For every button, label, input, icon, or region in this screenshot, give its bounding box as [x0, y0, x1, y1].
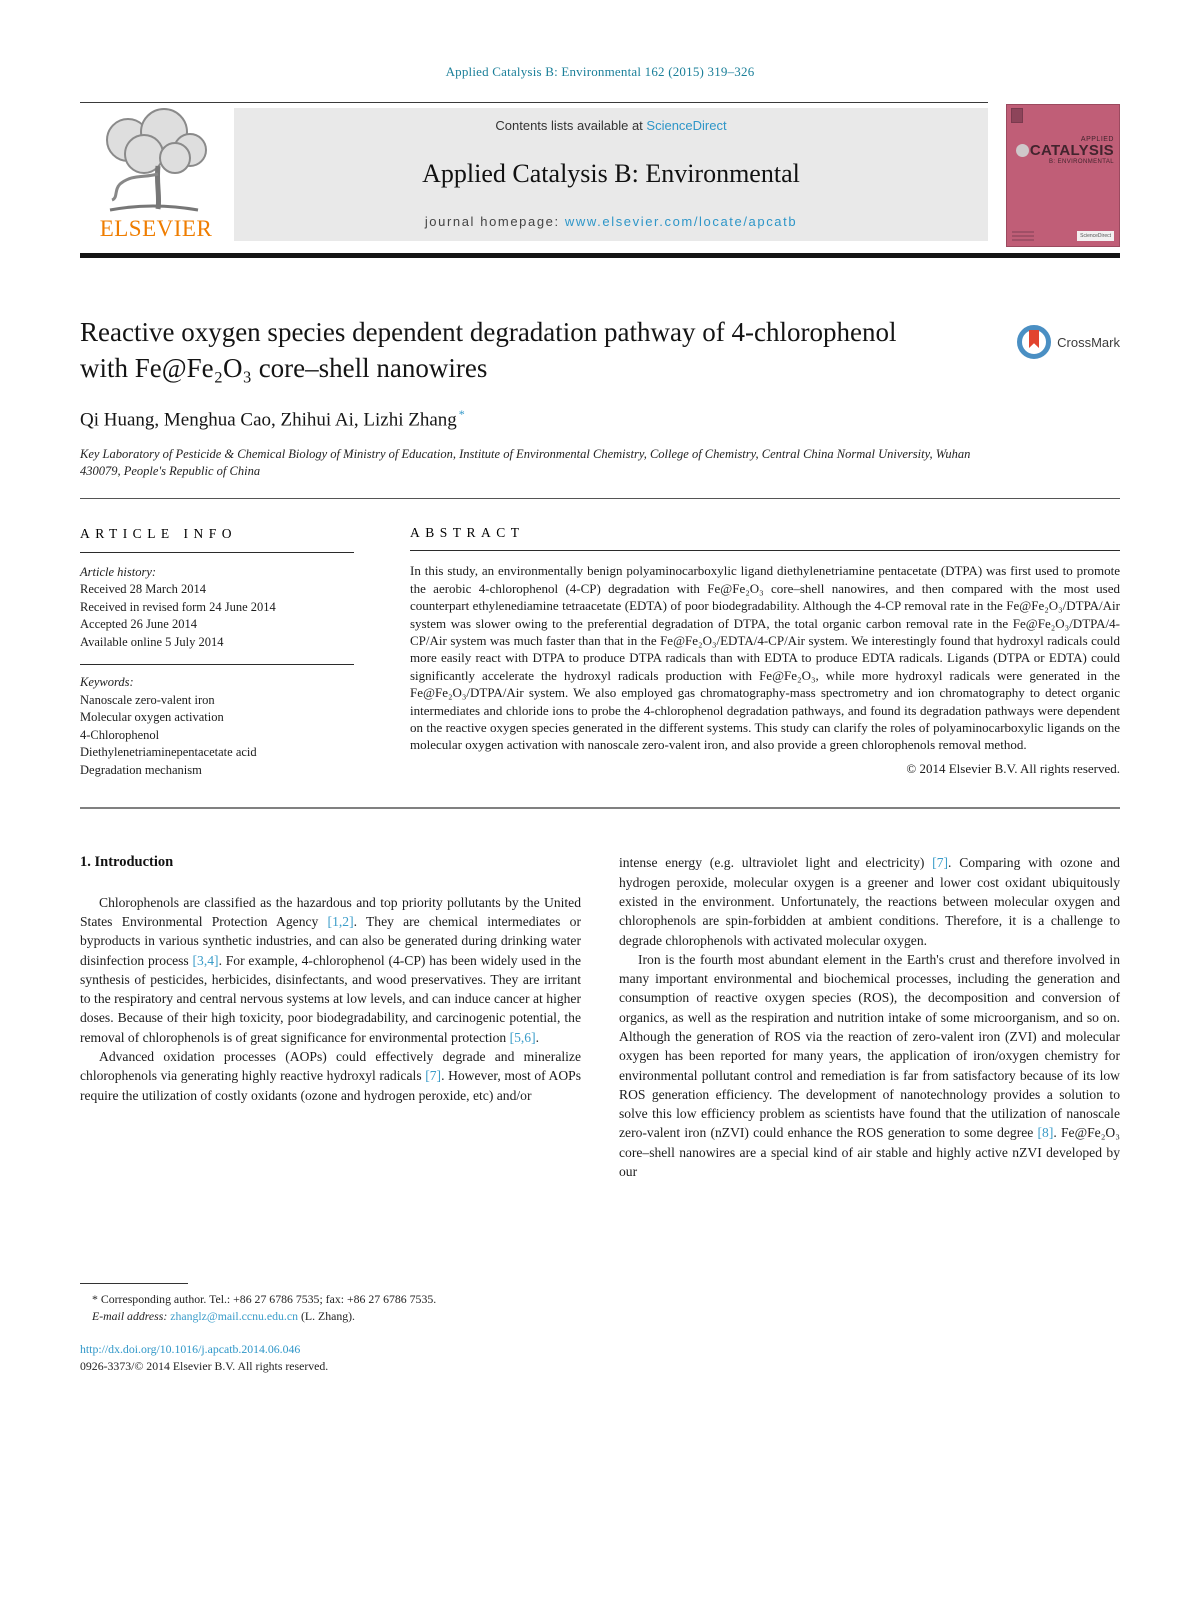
text-segment: . [535, 1029, 540, 1045]
cover-title [1012, 143, 1114, 159]
article-info-heading: ARTICLE INFO [80, 525, 354, 553]
abstract-column [410, 525, 1120, 779]
history-entry: Received in revised form 24 June 2014 [80, 599, 276, 614]
text-segment: Chlorophenols are classified as the hazardous and top priority pollutants by the United States Environmental Protection Agency [80, 894, 581, 929]
crossmark-icon [1016, 324, 1052, 360]
cover-mini-logo [1012, 109, 1022, 122]
footnote-block [80, 1283, 581, 1375]
keyword: Molecular oxygen activation [80, 710, 224, 725]
keywords-block [80, 664, 354, 779]
history-entry: Received 28 March 2014 [80, 582, 207, 597]
abstract-text: In this study, an environmentally benign polyaminocarboxylic ligand diethylenetriamine pentacetate (DTPA) was first used to promote the aerobic 4-chlorophenol (4-CP) degradation with Fe@Fe₂O₃ core–shell nanowires, and then compared with the most used counterpart ethylenediamine tetraacetate (EDTA) of poor biodegradability. Although the 4-CP removal rate in the Fe@Fe₂O₃/DTPA/Air system was slower owing to the preferential degradation of DTPA, the total organic carbon removal rate in the Fe@Fe₂O₃/DTPA/4-CP/Air system was much faster than that in the Fe@Fe₂O₃/EDTA/4-CP/Air system. We interestingly found that hydroxyl radicals could more easily react with DTPA to produce DTPA radicals than with EDTA to produce EDTA radicals. Ligands (DTPA or EDTA) could significantly accelerate the hydroxyl radicals production with Fe@Fe₂O₃, while more hydroxyl radicals were generated in the Fe@Fe₂O₃/DTPA/Air system. We also employed gas chromatography-mass spectrometry and ion chromatography to detect organic intermediates and chloride ions to probe the 4-chlorophenol degradation pathways, and found its degradation pathways were dependent on the reactive oxygen species generated in the different systems. This study can clarify the roles of polyaminocarboxylic ligands on the molecular oxygen activation with nanoscale zero-valent iron, and also provide a green chlorophenols removal method. [410, 563, 1120, 753]
footnote-rule [80, 1283, 188, 1284]
cover-title-text: CATALYSIS [1029, 142, 1114, 159]
header-top-rule [80, 102, 988, 103]
body-left-column [80, 853, 581, 1375]
history-entry: Available online 5 July 2014 [80, 634, 224, 649]
keyword: Diethylenetriaminepentacetate acid [80, 745, 257, 760]
history-entry: Accepted 26 June 2014 [80, 617, 197, 632]
journal-cover-thumbnail[interactable] [1006, 104, 1120, 247]
text-segment: . They are chemical intermediates or byproducts in various synthetic industries, and can also be generated during drinking water disinfection process [80, 913, 581, 968]
section-heading-introduction: 1. Introduction [80, 854, 174, 871]
cover-applied-label: APPLIED [1080, 136, 1114, 143]
authors-line [80, 407, 1120, 431]
crossmark-label: CrossMark [1057, 334, 1120, 350]
running-head-citation: Applied Catalysis B: Environmental 162 (2015) 319–326 [445, 64, 755, 79]
cover-photo-disc [1016, 144, 1029, 157]
article-history-list [80, 581, 354, 651]
cover-microtext-bars [1012, 229, 1034, 241]
meta-bottom-rule [80, 807, 1120, 809]
doi-block [80, 1341, 581, 1375]
elsevier-logo[interactable] [80, 108, 232, 241]
keyword: Nanoscale zero-valent iron [80, 692, 215, 707]
intro-paragraph-4 [619, 950, 1120, 1182]
keywords-label: Keywords: [80, 675, 134, 690]
homepage-label: journal homepage: [424, 214, 565, 229]
abstract-heading: ABSTRACT [410, 525, 1120, 551]
text-segment: . For example, 4-chlorophenol (4-CP) has been widely used in the synthesis of pesticides, herbicides, disinfectants, and wood preservatives. They are irritant to the respiratory and central nervous systems at low levels, and can induce cancer at higher doses. Because of their high toxicity, poor biodegradability, and carcinogenic potential, the removal of chlorophenols is of great significance for environmental protection [80, 952, 581, 1045]
text-segment: Iron is the fourth most abundant element in the Earth's crust and therefore involved in many important environmental and biochemical processes, including the generation and consumption of reactive oxygen species (ROS), the decomposition and conversion of organics, as well as the respiration and nutrition intake of some microorganism, and so on. Although the generation of ROS via the reaction of zero-valent iron (ZVI) and molecular oxygen has been reported for many years, the application of iron/oxygen chemistry for environmental pollutant control and remediation is far from satisfactory because of its low ROS generation efficiency. The development of nanotechnology provides a solution to solve this low efficiency problem as scientists have found that the utilization of nanoscale zero-valent iron (nZVI) could enhance the ROS generation to some degree [619, 951, 1120, 1141]
crossmark-badge[interactable] [1016, 324, 1120, 360]
text-segment: intense energy (e.g. ultraviolet light and electricity) [619, 855, 933, 871]
title-block [80, 314, 1120, 386]
text-segment: . Fe@Fe₂O₃ core–shell nanowires are a special kind of air stable and highly active nZVI developed by our [619, 1125, 1120, 1180]
ref-3-4[interactable]: [3,4] [192, 952, 219, 968]
author-names: Qi Huang, Menghua Cao, Zhihui Ai, Lizhi Zhang [80, 409, 457, 431]
ref-7b[interactable]: [7] [932, 855, 949, 871]
header-thick-rule [80, 253, 1120, 258]
meta-section [80, 525, 1120, 779]
journal-title: Applied Catalysis B: Environmental [422, 158, 800, 188]
text-segment: . However, most of AOPs require the utilization of costly oxidants (ozone and hydrogen peroxide, etc) and/or [80, 1068, 581, 1103]
sciencedirect-link[interactable]: ScienceDirect [646, 118, 727, 133]
corresponding-author-mark[interactable]: * [458, 407, 465, 421]
text-segment: E-mail address: [92, 1309, 171, 1324]
journal-header [80, 108, 988, 241]
cover-sciencedirect-badge: ScienceDirect [1077, 231, 1114, 241]
contents-line [244, 118, 978, 133]
intro-paragraph-2 [80, 1047, 581, 1105]
article-info-column [80, 525, 354, 779]
cover-subtitle: B: ENVIRONMENTAL [1049, 159, 1114, 165]
ref-7[interactable]: [7] [425, 1068, 442, 1084]
keyword: Degradation mechanism [80, 762, 202, 777]
ref-1-2[interactable]: [1,2] [327, 913, 354, 929]
keywords-list [80, 692, 354, 780]
email-link[interactable]: zhanglz@mail.ccnu.edu.cn [170, 1309, 298, 1324]
homepage-link[interactable]: www.elsevier.com/locate/apcatb [564, 214, 798, 229]
affiliation: Key Laboratory of Pesticide & Chemical Biology of Ministry of Education, Institute of Environmental Chemistry, College of Chemistry, Central China Normal University, Wuhan 430079, People's Republic of China [80, 447, 971, 479]
meta-top-rule [80, 498, 1120, 499]
homepage-line [244, 214, 978, 229]
text-segment: Advanced oxidation processes (AOPs) could effectively degrade and mineralize chlorophenols via generating highly reactive hydroxyl radicals [80, 1049, 581, 1084]
text-segment: (L. Zhang). [298, 1309, 355, 1324]
journal-banner [234, 108, 988, 241]
contents-text: Contents lists available at [495, 118, 647, 133]
article-body [80, 853, 1120, 1375]
article-history-label: Article history: [80, 564, 157, 579]
body-right-column [619, 853, 1120, 1375]
abstract-copyright: © 2014 Elsevier B.V. All rights reserved. [906, 760, 1120, 776]
email-line [80, 1308, 581, 1325]
article-title: Reactive oxygen species dependent degradation pathway of 4-chlorophenol with Fe@Fe₂O₃ core–shell nanowires [80, 317, 897, 383]
doi-link[interactable]: http://dx.doi.org/10.1016/j.apcatb.2014.06.046 [80, 1342, 301, 1357]
ref-8[interactable]: [8] [1037, 1125, 1054, 1141]
elsevier-tree-icon [80, 108, 220, 218]
intro-paragraph-1 [80, 893, 581, 1047]
ref-5-6[interactable]: [5,6] [509, 1029, 536, 1045]
keyword: 4-Chlorophenol [80, 727, 160, 742]
text-segment: . Comparing with ozone and hydrogen peroxide, molecular oxygen is a greener and lower cost oxidant ubiquitously existed in the environment. Unfortunately, the reactions between molecular oxygen and chlorophenols are spin-forbidden at ambient conditions. Therefore, it is a challenge to degrade chlorophenols with activated molecular oxygen. [619, 855, 1120, 948]
issn-copyright: 0926-3373/© 2014 Elsevier B.V. All rights reserved. [80, 1359, 329, 1374]
cover-bottom [1012, 229, 1114, 241]
intro-paragraph-3 [619, 853, 1120, 949]
elsevier-wordmark: ELSEVIER [99, 216, 213, 241]
corresponding-author-note: * Corresponding author. Tel.: +86 27 6786 7535; fax: +86 27 6786 7535. [92, 1292, 437, 1307]
